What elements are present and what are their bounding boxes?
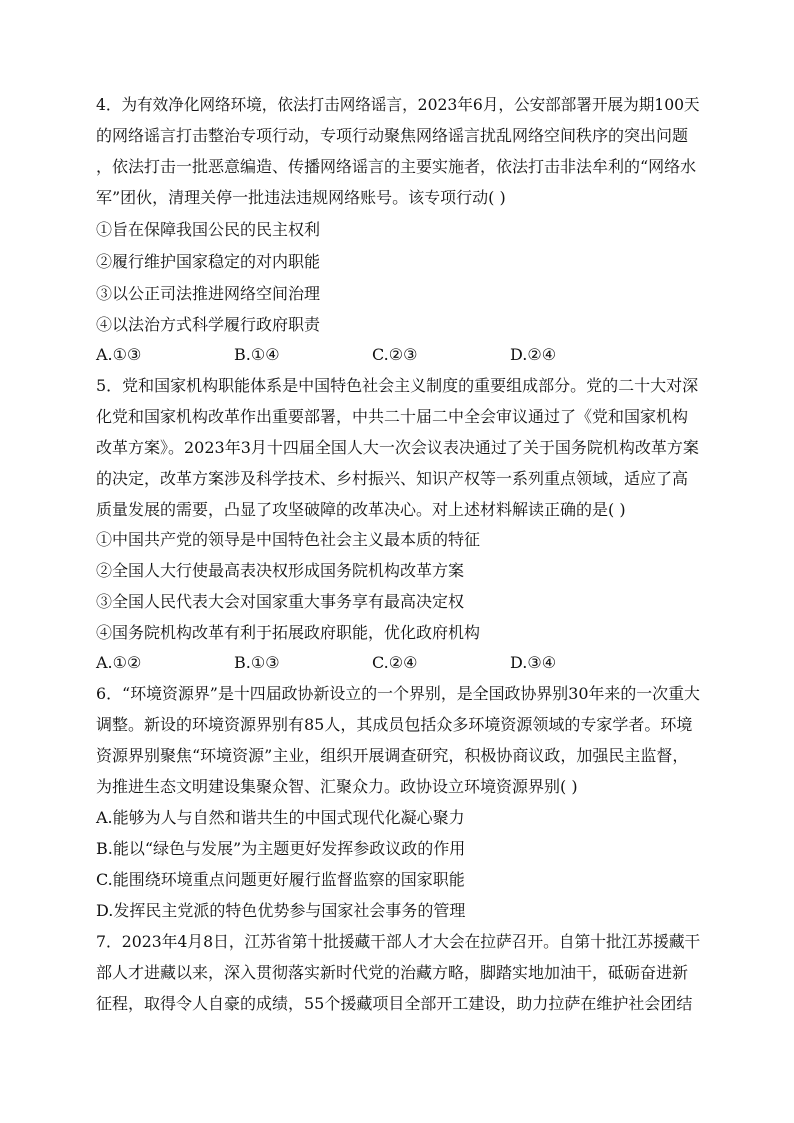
q4-item-4: ④以法治方式科学履行政府职责 bbox=[96, 315, 321, 334]
q4-stem-line-4: 军”团伙，清理关停一批违法违规网络账号。该专项行动( ) bbox=[96, 188, 506, 207]
q5-stem-line-4: 的决定，改革方案涉及科学技术、乡村振兴、知识产权等一系列重点领域，适应了高 bbox=[96, 469, 689, 488]
q5-item-1: ①中国共产党的领导是中国特色社会主义最本质的特征 bbox=[96, 530, 481, 549]
q6-choice-d: D.发挥民主党派的特色优势参与国家社会事务的管理 bbox=[96, 901, 466, 920]
q5-option-b: B.①③ bbox=[234, 653, 280, 672]
q5-stem-line-5: 质量发展的需要，凸显了攻坚破障的改革决心。对上述材料解读正确的是( ) bbox=[96, 500, 626, 519]
q4-option-c: C.②③ bbox=[372, 345, 418, 364]
q5-stem-line-2: 化党和国家机构改革作出重要部署，中共二十届二中全会审议通过了《党和国家机构 bbox=[96, 407, 689, 426]
q4-item-2: ②履行维护国家稳定的对内职能 bbox=[96, 252, 321, 271]
q4-item-1: ①旨在保障我国公民的民主权利 bbox=[96, 220, 321, 239]
q5-option-d: D.③④ bbox=[510, 653, 557, 672]
q4-stem-line-3: ，依法打击一批恶意编造、传播网络谣言的主要实施者，依法打击非法牟利的“网络水 bbox=[96, 157, 697, 176]
q4-option-d: D.②④ bbox=[510, 345, 557, 364]
q4-item-3: ③以公正司法推进网络空间治理 bbox=[96, 284, 321, 303]
q5-item-3: ③全国人民代表大会对国家重大事务享有最高决定权 bbox=[96, 592, 465, 611]
q5-option-c: C.②④ bbox=[372, 653, 418, 672]
q6-stem-line-4: 为推进生态文明建设集聚众智、汇聚众力。政协设立环境资源界别( ) bbox=[96, 777, 578, 796]
q7-stem-line-2: 部人才进藏以来，深入贯彻落实新时代党的治藏方略，脚踏实地加油干，砥砺奋进新 bbox=[96, 963, 689, 982]
q5-option-a: A.①② bbox=[96, 653, 142, 672]
q6-choice-a: A.能够为人与自然和谐共生的中国式现代化凝心聚力 bbox=[96, 808, 465, 827]
q6-choice-b: B.能以“绿色与发展”为主题更好发挥参政议政的作用 bbox=[96, 839, 466, 858]
q5-stem-line-3: 改革方案》。2023年3月十四届全国人大一次会议表决通过了关于国务院机构改革方案 bbox=[96, 438, 699, 457]
q4-stem-line-1: 4．为有效净化网络环境，依法打击网络谣言，2023年6月，公安部部署开展为期100天 bbox=[96, 95, 700, 114]
q4-option-b: B.①④ bbox=[234, 345, 280, 364]
q7-stem-line-1: 7．2023年4月8日，江苏省第十批援藏干部人才大会在拉萨召开。自第十批江苏援藏干 bbox=[96, 932, 701, 951]
q7-stem-line-3: 征程，取得令人自豪的成绩，55个援藏项目全部开工建设，助力拉萨在维护社会团结 bbox=[96, 994, 693, 1013]
q6-stem-line-3: 资源界别聚焦“环境资源”主业，组织开展调查研究，积极协商议政，加强民主监督， bbox=[96, 746, 689, 765]
q4-option-a: A.①③ bbox=[96, 345, 142, 364]
q5-stem-line-1: 5．党和国家机构职能体系是中国特色社会主义制度的重要组成部分。党的二十大对深 bbox=[96, 376, 699, 395]
q4-stem-line-2: 的网络谣言打击整治专项行动，专项行动聚焦网络谣言扰乱网络空间秩序的突出问题 bbox=[96, 126, 689, 145]
q6-stem-line-1: 6．“环境资源界”是十四届政协新设立的一个界别，是全国政协界别30年来的一次重大 bbox=[96, 684, 700, 703]
q5-item-2: ②全国人大行使最高表决权形成国务院机构改革方案 bbox=[96, 561, 465, 580]
q6-stem-line-2: 调整。新设的环境资源界别有85人，其成员包括众多环境资源领域的专家学者。环境 bbox=[96, 715, 693, 734]
q6-choice-c: C.能围绕环境重点问题更好履行监督监察的国家职能 bbox=[96, 870, 465, 889]
q5-item-4: ④国务院机构改革有利于拓展政府职能，优化政府机构 bbox=[96, 623, 481, 642]
